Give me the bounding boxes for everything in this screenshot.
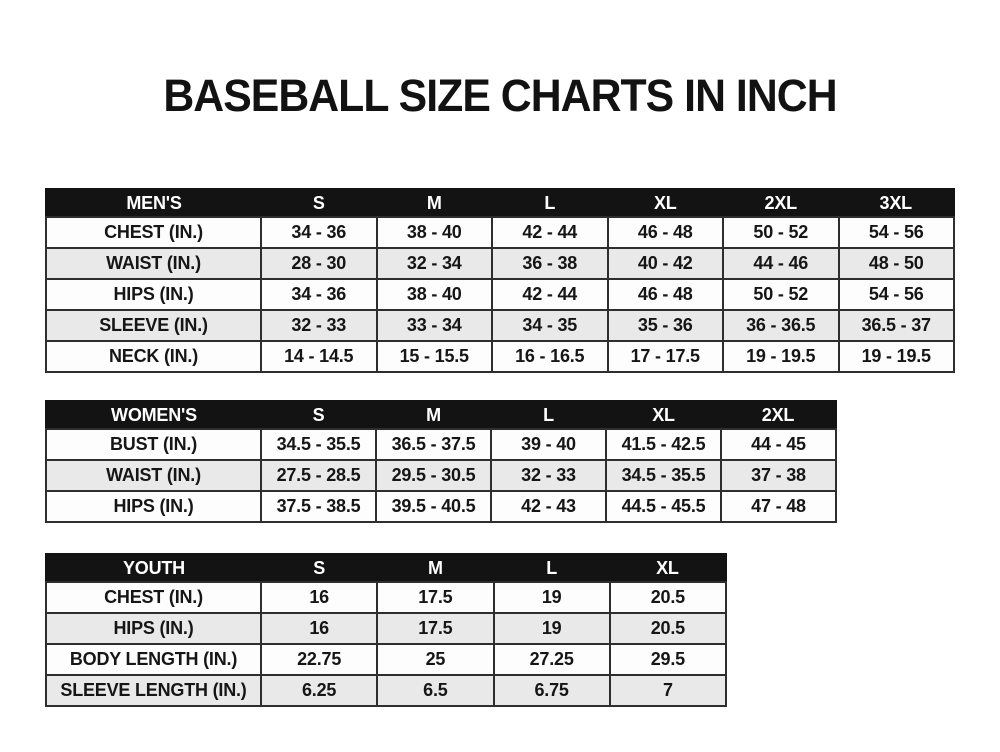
- size-cell: 34 - 36: [261, 217, 377, 248]
- size-cell: 19: [494, 582, 610, 613]
- table-row: [46, 248, 954, 279]
- size-cell: 15 - 15.5: [377, 341, 493, 372]
- page-title: BASEBALL SIZE CHARTS IN INCH: [163, 70, 837, 121]
- table-row: [46, 279, 954, 310]
- size-table-womens: [45, 400, 837, 523]
- size-cell: 36 - 36.5: [723, 310, 839, 341]
- size-cell: 6.25: [261, 675, 377, 706]
- size-cell: 22.75: [261, 644, 377, 675]
- row-label: SLEEVE (IN.): [46, 310, 261, 341]
- row-label: HIPS (IN.): [46, 613, 261, 644]
- group-header: WOMEN'S: [46, 401, 261, 429]
- size-cell: 32 - 33: [261, 310, 377, 341]
- size-cell: 46 - 48: [608, 217, 724, 248]
- column-header: L: [491, 401, 606, 429]
- size-cell: 7: [610, 675, 726, 706]
- size-cell: 54 - 56: [839, 279, 955, 310]
- size-cell: 29.5: [610, 644, 726, 675]
- size-cell: 14 - 14.5: [261, 341, 377, 372]
- size-cell: 54 - 56: [839, 217, 955, 248]
- table-row: [46, 491, 836, 522]
- size-cell: 42 - 44: [492, 217, 608, 248]
- size-table-youth: [45, 553, 727, 707]
- table-row: [46, 613, 726, 644]
- size-cell: 29.5 - 30.5: [376, 460, 491, 491]
- size-cell: 36 - 38: [492, 248, 608, 279]
- size-cell: 17.5: [377, 613, 493, 644]
- size-cell: 19: [494, 613, 610, 644]
- column-header: 3XL: [839, 189, 955, 217]
- column-header: 2XL: [721, 401, 836, 429]
- size-cell: 17 - 17.5: [608, 341, 724, 372]
- column-header: L: [492, 189, 608, 217]
- size-cell: 50 - 52: [723, 279, 839, 310]
- size-cell: 34 - 36: [261, 279, 377, 310]
- size-cell: 32 - 33: [491, 460, 606, 491]
- column-header: XL: [610, 554, 726, 582]
- size-cell: 35 - 36: [608, 310, 724, 341]
- size-cell: 48 - 50: [839, 248, 955, 279]
- table-row: [46, 341, 954, 372]
- header-row: [46, 189, 954, 217]
- size-cell: 39.5 - 40.5: [376, 491, 491, 522]
- row-label: BODY LENGTH (IN.): [46, 644, 261, 675]
- size-cell: 16: [261, 613, 377, 644]
- size-cell: 37.5 - 38.5: [261, 491, 376, 522]
- size-cell: 44 - 46: [723, 248, 839, 279]
- column-header: M: [377, 189, 493, 217]
- size-cell: 19 - 19.5: [839, 341, 955, 372]
- size-cell: 25: [377, 644, 493, 675]
- size-cell: 20.5: [610, 582, 726, 613]
- table-row: [46, 675, 726, 706]
- column-header: XL: [608, 189, 724, 217]
- size-cell: 38 - 40: [377, 279, 493, 310]
- column-header: 2XL: [723, 189, 839, 217]
- size-cell: 17.5: [377, 582, 493, 613]
- size-cell: 44.5 - 45.5: [606, 491, 721, 522]
- column-header: S: [261, 554, 377, 582]
- table-row: [46, 582, 726, 613]
- size-cell: 47 - 48: [721, 491, 836, 522]
- row-label: CHEST (IN.): [46, 217, 261, 248]
- size-cell: 37 - 38: [721, 460, 836, 491]
- group-header: MEN'S: [46, 189, 261, 217]
- size-cell: 34 - 35: [492, 310, 608, 341]
- size-cell: 27.25: [494, 644, 610, 675]
- size-cell: 28 - 30: [261, 248, 377, 279]
- size-cell: 16: [261, 582, 377, 613]
- size-cell: 34.5 - 35.5: [261, 429, 376, 460]
- column-header: L: [494, 554, 610, 582]
- size-cell: 6.75: [494, 675, 610, 706]
- row-label: WAIST (IN.): [46, 460, 261, 491]
- size-cell: 6.5: [377, 675, 493, 706]
- table-row: [46, 429, 836, 460]
- size-cell: 46 - 48: [608, 279, 724, 310]
- row-label: HIPS (IN.): [46, 491, 261, 522]
- group-header: YOUTH: [46, 554, 261, 582]
- table-row: [46, 310, 954, 341]
- size-cell: 42 - 43: [491, 491, 606, 522]
- column-header: S: [261, 189, 377, 217]
- table-row: [46, 460, 836, 491]
- row-label: WAIST (IN.): [46, 248, 261, 279]
- size-table-mens: [45, 188, 955, 373]
- table-row: [46, 644, 726, 675]
- size-cell: 50 - 52: [723, 217, 839, 248]
- size-cell: 16 - 16.5: [492, 341, 608, 372]
- size-cell: 36.5 - 37.5: [376, 429, 491, 460]
- size-cell: 40 - 42: [608, 248, 724, 279]
- size-cell: 32 - 34: [377, 248, 493, 279]
- row-label: NECK (IN.): [46, 341, 261, 372]
- column-header: S: [261, 401, 376, 429]
- size-cell: 38 - 40: [377, 217, 493, 248]
- column-header: M: [376, 401, 491, 429]
- size-cell: 34.5 - 35.5: [606, 460, 721, 491]
- size-cell: 36.5 - 37: [839, 310, 955, 341]
- row-label: CHEST (IN.): [46, 582, 261, 613]
- column-header: M: [377, 554, 493, 582]
- row-label: HIPS (IN.): [46, 279, 261, 310]
- size-cell: 39 - 40: [491, 429, 606, 460]
- header-row: [46, 401, 836, 429]
- size-cell: 44 - 45: [721, 429, 836, 460]
- row-label: SLEEVE LENGTH (IN.): [46, 675, 261, 706]
- size-cell: 42 - 44: [492, 279, 608, 310]
- size-cell: 27.5 - 28.5: [261, 460, 376, 491]
- column-header: XL: [606, 401, 721, 429]
- size-cell: 20.5: [610, 613, 726, 644]
- header-row: [46, 554, 726, 582]
- size-cell: 41.5 - 42.5: [606, 429, 721, 460]
- size-cell: 33 - 34: [377, 310, 493, 341]
- table-row: [46, 217, 954, 248]
- row-label: BUST (IN.): [46, 429, 261, 460]
- size-cell: 19 - 19.5: [723, 341, 839, 372]
